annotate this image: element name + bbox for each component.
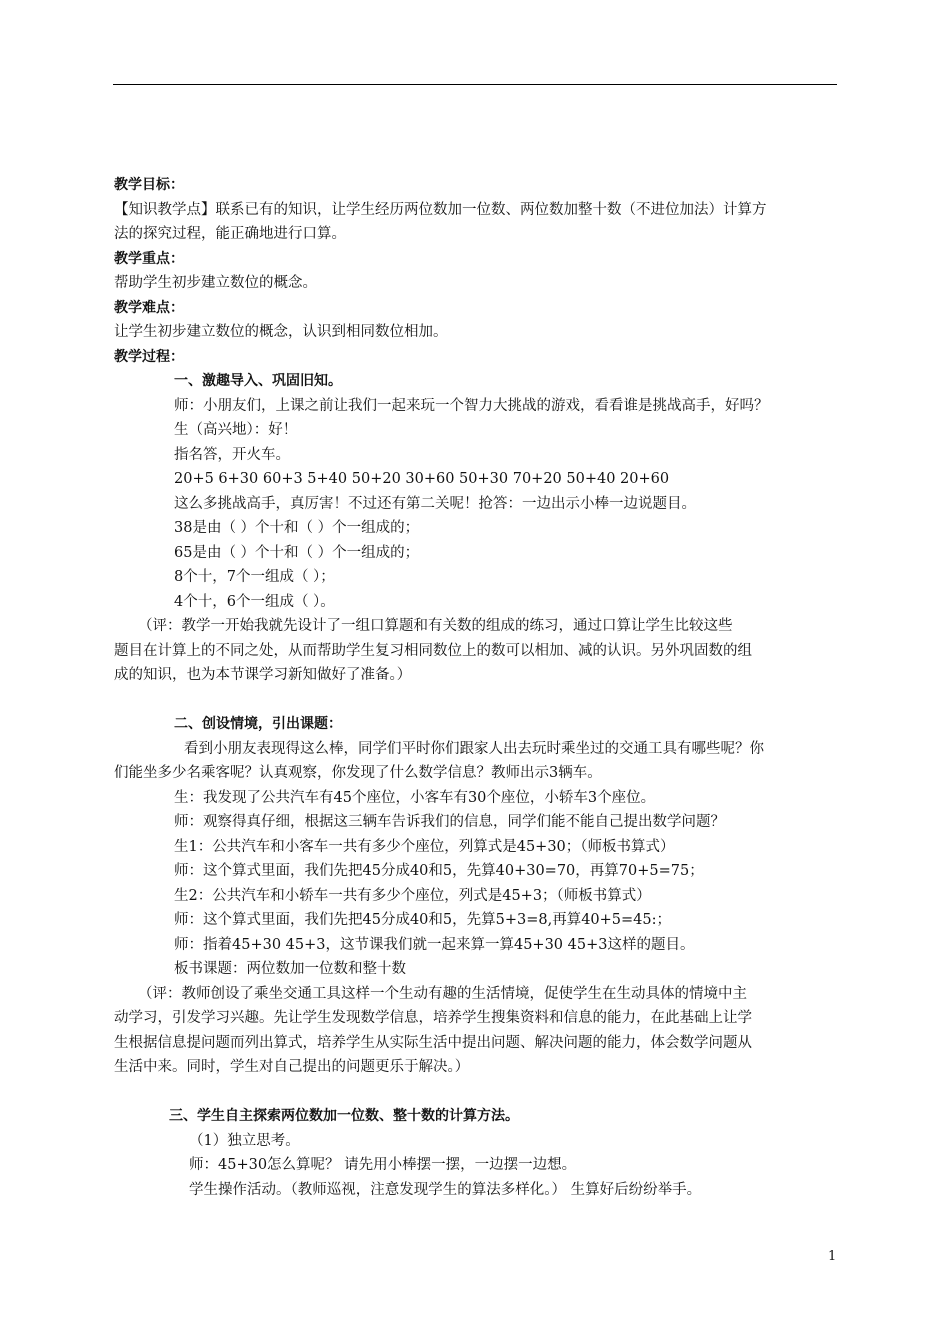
text-line: 38是由（ ）个十和（ ）个一组成的； <box>174 520 420 536</box>
text-line: 动学习，引发学习兴趣。先让学生发现数学信息，培养学生搜集资料和信息的能力，在此基础上让学 <box>114 1010 752 1026</box>
heading-line: 教学目标： <box>114 177 184 193</box>
text-line: （1）独立思考。 <box>189 1132 300 1149</box>
text-line: 们能坐多少名乘客呢？认真观察，你发现了什么数学信息？教师出示3辆车。 <box>114 765 602 781</box>
text-line: 师：45+30怎么算呢？ 请先用小棒摆一摆，一边摆一边想。 <box>189 1157 577 1173</box>
text-line: （评：教学一开始我就先设计了一组口算题和有关数的组成的练习，通过口算让学生比较这些 <box>138 618 733 634</box>
heading-line: 三、学生自主探索两位数加一位数、整十数的计算方法。 <box>169 1108 519 1124</box>
blank-line <box>114 688 838 713</box>
text-line: 生活中来。同时，学生对自己提出的问题更乐于解决。） <box>114 1059 470 1075</box>
text-line: 师：小朋友们，上课之前让我们一起来玩一个智力大挑战的游戏，看看谁是挑战高手，好吗？ <box>174 397 769 414</box>
blank-line <box>114 1080 838 1105</box>
text-line: 指名答，开火车。 <box>174 446 290 463</box>
heading-line: 教学难点： <box>114 299 184 316</box>
text-line: 生根据信息提问题而列出算式，培养学生从实际生活中提出问题、解决问题的能力，体会数学问题从 <box>114 1034 752 1051</box>
text-line: 板书课题：两位数加一位数和整十数 <box>174 961 406 977</box>
text-line: 生1：公共汽车和小客车一共有多少个座位，列算式是45+30；（师板书算式） <box>174 838 675 855</box>
text-line: 8个十，7个一组成（ ）； <box>174 569 335 585</box>
text-line: 师：指着45+30 45+3，这节课我们就一起来算一算45+30 45+3这样的题目。 <box>174 936 695 953</box>
heading-line: 一、激趣导入、巩固旧知。 <box>174 373 342 389</box>
text-line: 学生操作活动。（教师巡视，注意发现学生的算法多样化。） 生算好后纷纷举手。 <box>189 1181 702 1198</box>
text-line: 生：我发现了公共汽车有45个座位，小客车有30个座位，小轿车3个座位。 <box>174 789 656 806</box>
text-line: 看到小朋友表现得这么棒，同学们平时你们跟家人出去玩时乘坐过的交通工具有哪些呢？你 <box>184 740 764 757</box>
heading-line: 教学过程： <box>114 348 184 365</box>
text-line: 题目在计算上的不同之处，从而帮助学生复习相同数位上的数可以相加、减的认识。另外巩固数的组 <box>114 642 752 659</box>
page-number: 1 <box>828 1249 837 1264</box>
text-line: 20+5 6+30 60+3 5+40 50+20 30+60 50+30 70+20 50+40 20+60 <box>174 471 670 487</box>
text-line: 生2：公共汽车和小轿车一共有多少个座位，列式是45+3；（师板书算式） <box>174 887 651 904</box>
text-line: 让学生初步建立数位的概念，认识到相同数位相加。 <box>114 324 448 340</box>
text-line: 这么多挑战高手，真厉害！不过还有第二关呢！抢答：一边出示小棒一边说题目。 <box>174 495 696 512</box>
text-line: 成的知识，也为本节课学习新知做好了准备。） <box>114 667 412 683</box>
heading-line: 二、创设情境，引出课题： <box>174 716 342 732</box>
header-rule <box>113 84 837 85</box>
text-line: 师：这个算式里面，我们先把45分成40和5，先算40+30=70，再算70+5=75； <box>174 863 704 879</box>
text-line: 65是由（ ）个十和（ ）个一组成的； <box>174 544 420 561</box>
heading-line: 教学重点： <box>114 250 184 267</box>
text-line: 【知识教学点】联系已有的知识，让学生经历两位数加一位数、两位数加整十数（不进位加法）计算方 <box>114 201 767 218</box>
document-body <box>114 173 838 1202</box>
text-line: 4个十，6个一组成（ ）。 <box>174 593 335 610</box>
text-line: （评：教师创设了乘坐交通工具这样一个生动有趣的生活情境，促使学生在生动具体的情境中主 <box>138 985 747 1002</box>
text-line: 师：这个算式里面，我们先把45分成40和5，先算5+3=8,再算40+5=45:； <box>174 912 672 928</box>
text-line: 师：观察得真仔细，根据这三辆车告诉我们的信息，同学们能不能自己提出数学问题？ <box>174 814 725 830</box>
text-line: 法的探究过程，能正确地进行口算。 <box>114 226 346 242</box>
text-line: 帮助学生初步建立数位的概念。 <box>114 275 317 291</box>
text-line: 生（高兴地）：好！ <box>174 422 298 438</box>
